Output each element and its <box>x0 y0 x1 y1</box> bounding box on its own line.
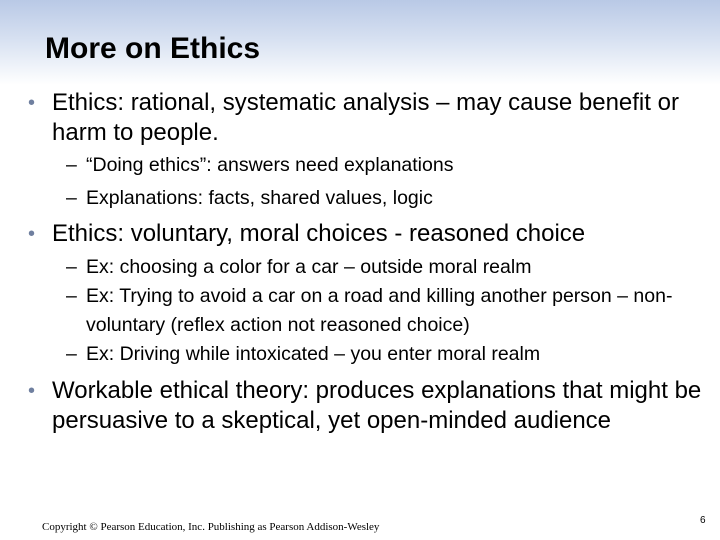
copyright-footer: Copyright © Pearson Education, Inc. Publishing as Pearson Addison-Wesley <box>42 521 380 533</box>
sub-bullet-2-3 <box>66 340 716 369</box>
bullet-1 <box>28 88 707 148</box>
bullet-3 <box>28 376 707 436</box>
sub-bullet-1-1 <box>66 151 716 180</box>
sub-marker: – <box>66 256 77 278</box>
sub-bullet-2-3-text: Ex: Driving while intoxicated – you enter moral realm <box>86 343 541 365</box>
bullet-marker: • <box>28 223 36 245</box>
sub-bullet-2-2-text: Ex: Trying to avoid a car on a road and killing another person – non-voluntary (reflex action not reasoned choice) <box>86 285 673 336</box>
sub-marker: – <box>66 285 77 307</box>
sub-bullet-2-1 <box>66 253 716 282</box>
bullet-marker: • <box>28 380 36 402</box>
slide-title: More on Ethics <box>45 32 261 65</box>
bullet-2 <box>28 219 707 249</box>
sub-marker: – <box>66 154 77 176</box>
sub-bullet-1-2-text: Explanations: facts, shared values, logic <box>86 187 433 209</box>
bullet-2-text: Ethics: voluntary, moral choices - reasoned choice <box>52 220 586 247</box>
bullet-3-text: Workable ethical theory: produces explanations that might be persuasive to a skeptical, yet open-minded audience <box>52 377 702 434</box>
sub-marker: – <box>66 343 77 365</box>
bullet-marker: • <box>28 92 36 114</box>
sub-bullet-2-1-text: Ex: choosing a color for a car – outside moral realm <box>86 256 532 278</box>
sub-bullet-1-1-text: “Doing ethics”: answers need explanations <box>86 154 454 176</box>
sub-bullet-1-2 <box>66 184 716 213</box>
page-number: 6 <box>700 515 706 526</box>
bullet-1-text: Ethics: rational, systematic analysis – may cause benefit or harm to people. <box>52 89 679 146</box>
sub-marker: – <box>66 187 77 209</box>
sub-bullet-2-2 <box>66 282 716 340</box>
